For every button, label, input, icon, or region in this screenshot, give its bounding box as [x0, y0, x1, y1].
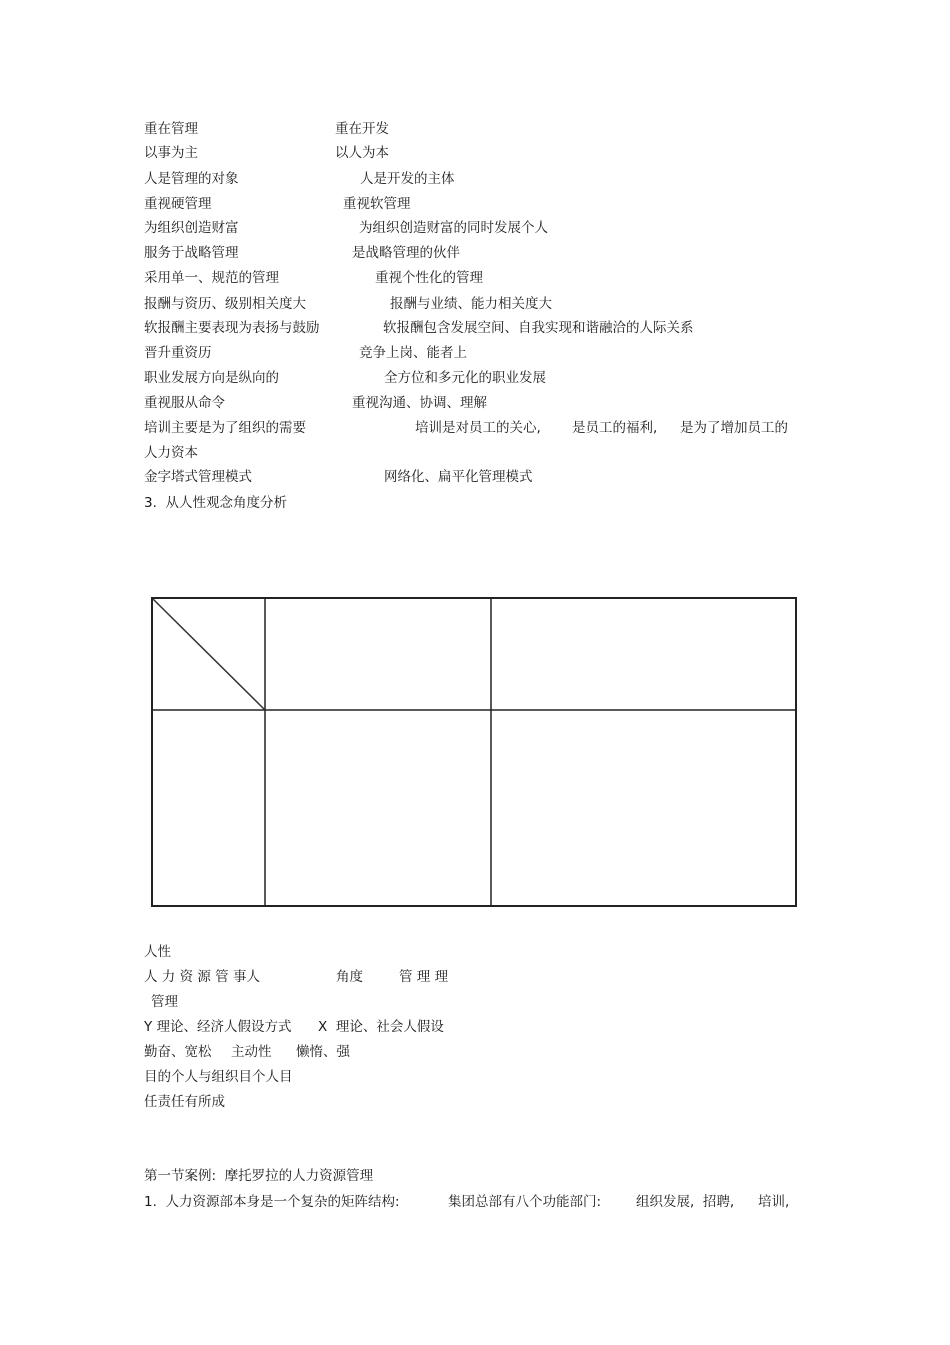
humanity-label: 人性 — [144, 944, 171, 960]
case-p1-c: 组织发展, 招聘, — [636, 1194, 735, 1210]
row-left-1: 以事为主 — [144, 145, 198, 161]
row-left-4: 为组织创造财富 — [144, 220, 239, 236]
training-right-c: 是为了增加员工的 — [680, 420, 788, 436]
case-p1-d: 培训, — [758, 1194, 790, 1210]
after-table-line-5b: 主动性 — [231, 1044, 272, 1060]
training-left: 培训主要是为了组织的需要 — [144, 420, 306, 436]
table-diagonal — [153, 599, 265, 710]
row-right-8: 软报酬包含发展空间、自我实现和谐融洽的人际关系 — [383, 320, 694, 336]
table-border — [152, 598, 796, 906]
training-right-b: 是员工的福利, — [572, 420, 658, 436]
after-table-line-2b: 角度 — [336, 969, 363, 985]
row-right-7: 报酬与业绩、能力相关度大 — [390, 296, 552, 312]
after-table-line-6: 目的个人与组织目个人目 — [144, 1069, 293, 1085]
row-right-11: 重视沟通、协调、理解 — [352, 395, 487, 411]
row-left-6: 采用单一、规范的管理 — [144, 270, 279, 286]
row-left-5: 服务于战略管理 — [144, 245, 239, 261]
after-table-line-4b: X 理论、社会人假设 — [318, 1019, 444, 1035]
after-table-line-2a: 人 力 资 源 管 事人 — [144, 969, 260, 985]
case-title: 第一节案例: 摩托罗拉的人力资源管理 — [144, 1168, 374, 1184]
row-right-0: 重在开发 — [335, 121, 389, 137]
after-table-line-4a: Y 理论、经济人假设方式 — [144, 1019, 292, 1035]
row-left-10: 职业发展方向是纵向的 — [144, 370, 279, 386]
row-right-3: 重视软管理 — [343, 196, 411, 212]
section-3-heading: 3. 从人性观念角度分析 — [144, 495, 287, 511]
row-right-10: 全方位和多元化的职业发展 — [384, 370, 546, 386]
pyramid-right: 网络化、扁平化管理模式 — [384, 469, 533, 485]
after-table-line-3: 管理 — [151, 994, 178, 1010]
row-right-2: 人是开发的主体 — [360, 171, 455, 187]
after-table-line-7: 任责任有所成 — [144, 1094, 225, 1110]
training-right-a: 培训是对员工的关心, — [415, 420, 541, 436]
row-left-3: 重视硬管理 — [144, 196, 212, 212]
row-right-9: 竞争上岗、能者上 — [359, 345, 467, 361]
case-p1-a: 1. 人力资源部本身是一个复杂的矩阵结构: — [144, 1194, 400, 1210]
row-left-7: 报酬与资历、级别相关度大 — [144, 296, 306, 312]
row-left-11: 重视服从命令 — [144, 395, 225, 411]
row-left-0: 重在管理 — [144, 121, 198, 137]
row-right-6: 重视个性化的管理 — [375, 270, 483, 286]
after-table-line-5c: 懒惰、强 — [296, 1044, 350, 1060]
row-right-5: 是战略管理的伙伴 — [352, 245, 460, 261]
row-left-2: 人是管理的对象 — [144, 171, 239, 187]
case-p1-b: 集团总部有八个功能部门: — [448, 1194, 602, 1210]
row-right-4: 为组织创造财富的同时发展个人 — [359, 220, 548, 236]
pyramid-left: 金字塔式管理模式 — [144, 469, 252, 485]
empty-table — [150, 596, 798, 908]
after-table-line-5a: 勤奋、宽松 — [144, 1044, 212, 1060]
row-right-1: 以人为本 — [335, 145, 389, 161]
training-continuation: 人力资本 — [144, 445, 198, 461]
after-table-line-2c: 管 理 理 — [399, 969, 449, 985]
row-left-9: 晋升重资历 — [144, 345, 212, 361]
row-left-8: 软报酬主要表现为表扬与鼓励 — [144, 320, 320, 336]
